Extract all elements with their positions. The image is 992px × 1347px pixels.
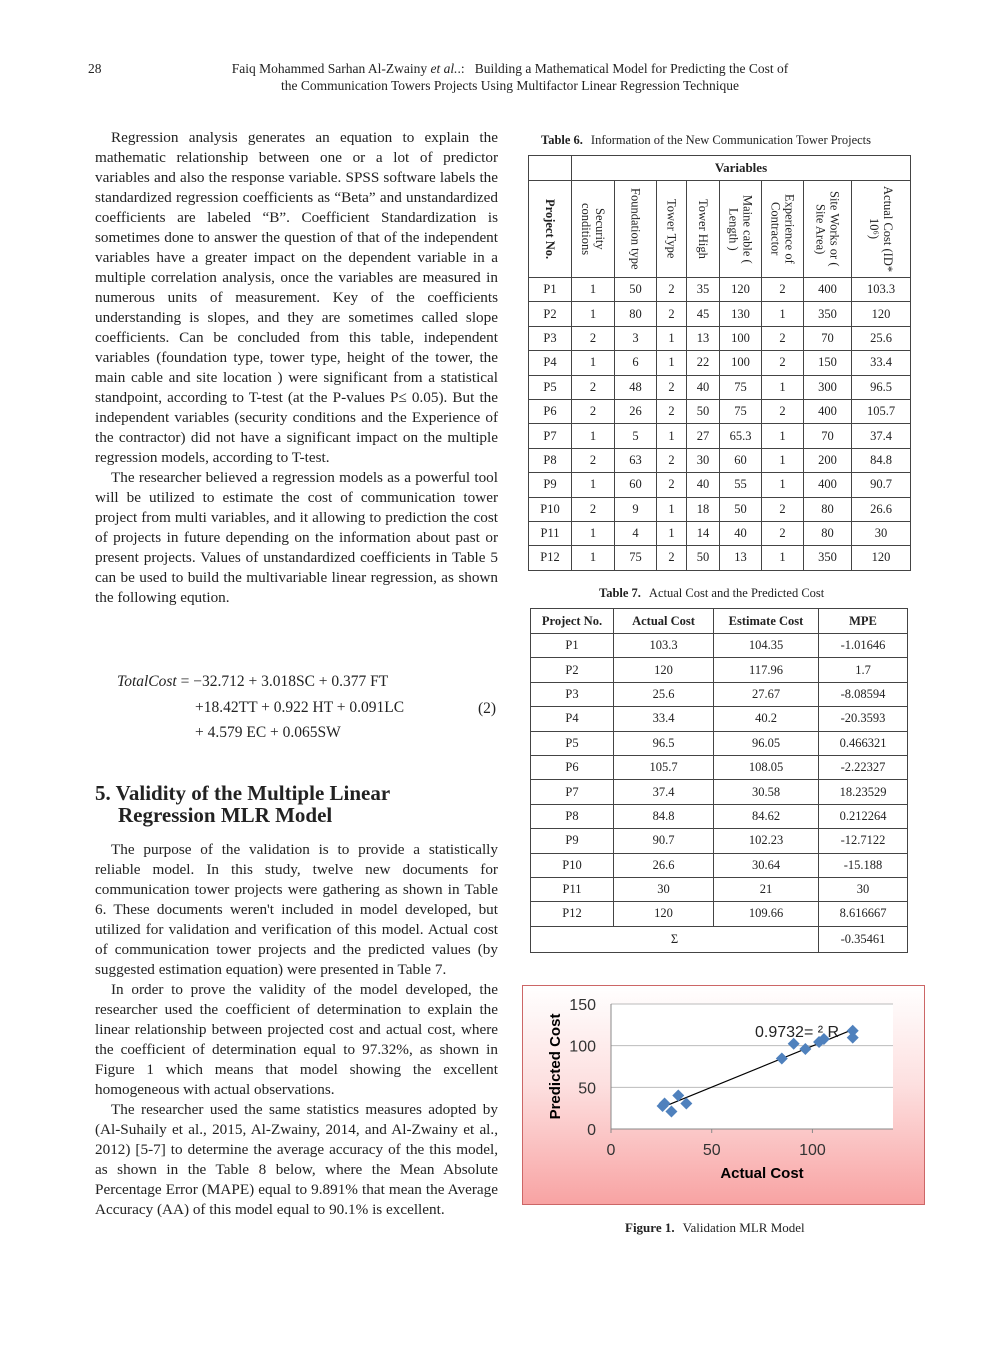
chart-container: [522, 985, 925, 1205]
table-cell: 1: [572, 473, 615, 497]
table-row: [531, 731, 908, 755]
scatter-chart: [523, 986, 924, 1204]
table-cell: 0.212264: [819, 804, 908, 828]
table-cell: 400: [804, 278, 852, 302]
header-title-2: the Communication Towers Projects Using Multifactor Linear Regression Technique: [280, 78, 740, 93]
table-cell: 400: [804, 399, 852, 423]
table-cell: 50: [720, 497, 762, 521]
table-cell: 2: [762, 351, 804, 375]
table6: [528, 155, 911, 571]
y-tick-label: 0: [587, 1122, 596, 1139]
table-row: [529, 302, 911, 326]
table-cell: P6: [531, 755, 614, 779]
table-cell: 1: [657, 326, 687, 350]
table-cell: 1: [762, 424, 804, 448]
table-row: [531, 707, 908, 731]
table-cell: 105.7: [614, 755, 714, 779]
table-cell: 21: [714, 877, 819, 901]
table-cell: 1: [762, 473, 804, 497]
table-cell: -8.08594: [819, 682, 908, 706]
table-cell: 1: [572, 278, 615, 302]
equation-line-1: [117, 673, 388, 691]
table-cell: P8: [531, 804, 614, 828]
table-cell: 50: [687, 546, 720, 570]
table-cell: 40: [720, 521, 762, 545]
table-cell: P4: [529, 351, 572, 375]
table-cell: 108.05: [714, 755, 819, 779]
column-header: [615, 181, 657, 278]
table-row: [529, 473, 911, 497]
table-row: [531, 877, 908, 901]
table-cell: P12: [529, 546, 572, 570]
table-cell: 2: [762, 399, 804, 423]
table-cell: P7: [531, 780, 614, 804]
table-cell: 2: [572, 326, 615, 350]
table-cell: 105.7: [852, 399, 911, 423]
equation-line-2: +18.42TT + 0.922 HT + 0.091LC: [195, 699, 405, 716]
column-header: [852, 181, 911, 278]
table6-caption-text: Information of the New Communication Tower Projects: [590, 133, 872, 147]
table-cell: -2.22327: [819, 755, 908, 779]
table-cell: 120: [852, 302, 911, 326]
table-cell: 84.62: [714, 804, 819, 828]
column-header: Project No.: [531, 609, 614, 634]
table-cell: P1: [529, 278, 572, 302]
table-cell: 40: [687, 473, 720, 497]
column-header-label: Project No.: [543, 198, 557, 260]
table-cell: 6: [615, 351, 657, 375]
table-cell: 26.6: [614, 853, 714, 877]
table-cell: 96.5: [614, 731, 714, 755]
table-cell: 63: [615, 448, 657, 472]
y-tick-label: 50: [578, 1080, 596, 1098]
table-cell: 55: [720, 473, 762, 497]
table-cell: 1: [572, 424, 615, 448]
table-row: [531, 658, 908, 682]
table-cell: 1: [762, 302, 804, 326]
header-et-al: et al.: [430, 61, 458, 76]
table-row: [531, 804, 908, 828]
table-cell: P3: [531, 682, 614, 706]
heading-line-2: Regression MLR Model: [118, 803, 333, 827]
column-header: [657, 181, 687, 278]
empty-cell: [529, 156, 572, 181]
table-cell: 60: [615, 473, 657, 497]
table-row: [529, 546, 911, 570]
table-cell: 3: [615, 326, 657, 350]
table-cell: 33.4: [614, 707, 714, 731]
table-row: [529, 375, 911, 399]
table-cell: P10: [531, 853, 614, 877]
table-cell: 100: [720, 326, 762, 350]
table-cell: 1: [572, 351, 615, 375]
column-header: [572, 181, 615, 278]
table-cell: 117.96: [714, 658, 819, 682]
table-row: [531, 755, 908, 779]
table-cell: P3: [529, 326, 572, 350]
table-cell: P8: [529, 448, 572, 472]
table-cell: 48: [615, 375, 657, 399]
y-axis-label: Predicted Cost: [547, 1013, 564, 1120]
column-header-label: Tower High: [696, 199, 710, 259]
table-cell: 14: [687, 521, 720, 545]
table-cell: P9: [531, 829, 614, 853]
y-tick-label: 100: [569, 1038, 596, 1056]
table-cell: 8.616667: [819, 902, 908, 926]
group-header: Variables: [572, 156, 911, 181]
table-cell: 1: [572, 302, 615, 326]
table-cell: 2: [657, 448, 687, 472]
column-header: [804, 181, 852, 278]
table-cell: 2: [572, 497, 615, 521]
table-cell: 40: [687, 375, 720, 399]
x-tick-label: 0: [606, 1142, 616, 1159]
table-cell: 30.58: [714, 780, 819, 804]
table-cell: 84.8: [852, 448, 911, 472]
table-row: [529, 326, 911, 350]
column-header-label: Tower Type: [664, 199, 679, 259]
paragraph: Regression analysis generates an equation to explain the mathematic relationship between one or a lot of predictor variables and also the response variable. SPSS software labels the standardized regression coefficients as “Beta” and unstandardized coefficients are labeled “B”. Coefficient Standardization is sometimes done to answer the question of that of the independent variables have a greater impact on the dependent variable in a multiple correlation analysis, once the variables are measured in numerous units of measurement. Key of the coefficients understanding is slopes, and they are sometimes called slope coefficients. Can be concluded from this table, independent variables (foundation type, tower type, height of the tower, the main cable and site location ) were significant from a statistical standpoint, according to T-test (at the P-values P≤ 0.05). But the independent variables (security conditions and the Experience of the contractor) did not have a significant impact on the multiple regression models, according to T-test.: [95, 129, 498, 466]
sum-row: [531, 926, 908, 952]
table-cell: 90.7: [852, 473, 911, 497]
table-cell: 1: [657, 497, 687, 521]
table7-caption-text: Actual Cost and the Predicted Cost: [648, 586, 825, 600]
column-header: MPE: [819, 609, 908, 634]
table-cell: 200: [804, 448, 852, 472]
plot-area: [611, 1004, 893, 1129]
table-cell: 120: [614, 902, 714, 926]
table-cell: 75: [615, 546, 657, 570]
table-row: [529, 521, 911, 545]
table-row: [531, 780, 908, 804]
table-cell: 27.67: [714, 682, 819, 706]
figure-caption-text: Validation MLR Model: [682, 1220, 805, 1235]
table-cell: P9: [529, 473, 572, 497]
table-cell: 1: [762, 448, 804, 472]
table-cell: 400: [804, 473, 852, 497]
table-cell: 120: [614, 658, 714, 682]
column-header: [529, 181, 572, 278]
table-cell: 103.3: [852, 278, 911, 302]
table-cell: 65.3: [720, 424, 762, 448]
x-tick-label: 50: [702, 1142, 721, 1159]
table-row: [529, 399, 911, 423]
table-cell: 100: [720, 351, 762, 375]
table-cell: 2: [572, 375, 615, 399]
table-cell: 13: [720, 546, 762, 570]
column-header: [762, 181, 804, 278]
table-cell: P11: [529, 521, 572, 545]
table-cell: P1: [531, 634, 614, 658]
table-cell: P5: [529, 375, 572, 399]
table6-header-row: [529, 181, 911, 278]
eq-rhs-1: = −32.712 + 3.018SC + 0.377 FT: [180, 673, 389, 690]
table-cell: -12.7122: [819, 829, 908, 853]
table-cell: 1: [572, 521, 615, 545]
table-cell: P10: [529, 497, 572, 521]
running-header: Faiq Mohammed Sarhan Al-Zwainy et al..: Building a Mathematical Model for Predicting the Cost of the Communication Towers Projects Using Multifactor Linear Regression Technique: [180, 60, 840, 94]
eq-lhs: TotalCost: [117, 673, 177, 690]
table-cell: 50: [615, 278, 657, 302]
header-authors: Faiq Mohammed Sarhan Al-Zwainy: [231, 61, 428, 76]
table-cell: 18: [687, 497, 720, 521]
table-cell: 96.05: [714, 731, 819, 755]
table-cell: -20.3593: [819, 707, 908, 731]
table-cell: 120: [720, 278, 762, 302]
table-row: [531, 829, 908, 853]
table-cell: 0.466321: [819, 731, 908, 755]
table-cell: 30: [852, 521, 911, 545]
table-cell: 96.5: [852, 375, 911, 399]
table-cell: 1: [657, 424, 687, 448]
table-row: [531, 682, 908, 706]
table-cell: P11: [531, 877, 614, 901]
table-cell: 9: [615, 497, 657, 521]
table-cell: P2: [531, 658, 614, 682]
table-cell: 13: [687, 326, 720, 350]
table-cell: 26: [615, 399, 657, 423]
table-cell: P5: [531, 731, 614, 755]
column-header-label: Foundation type: [628, 188, 643, 270]
r-squared-annotation: 0.9732= ² R: [755, 1024, 840, 1041]
table-cell: 37.4: [614, 780, 714, 804]
table-cell: 2: [762, 278, 804, 302]
table6-label: Table 6.: [541, 133, 583, 147]
table-cell: 120: [852, 546, 911, 570]
table-cell: 2: [657, 399, 687, 423]
table6-caption: [541, 133, 871, 148]
table-cell: 150: [804, 351, 852, 375]
x-axis-label: Actual Cost: [720, 1165, 804, 1182]
page-number: 28: [88, 61, 102, 76]
table-cell: 90.7: [614, 829, 714, 853]
table7: [530, 608, 908, 953]
table-cell: 25.6: [852, 326, 911, 350]
table7-caption: [599, 586, 824, 601]
table-cell: 27: [687, 424, 720, 448]
table-cell: 80: [804, 521, 852, 545]
table7-header-row: [531, 609, 908, 634]
table-cell: 1: [572, 546, 615, 570]
table-cell: 300: [804, 375, 852, 399]
table-cell: 2: [762, 497, 804, 521]
column-header-label: Site Works or ( Site Area): [813, 191, 842, 267]
column-header-label: Actual Cost (ID* 10⁶): [867, 185, 895, 273]
column-header: Actual Cost: [614, 609, 714, 634]
table-cell: P6: [529, 399, 572, 423]
table-cell: 75: [720, 375, 762, 399]
table-cell: 2: [572, 399, 615, 423]
left-column-bottom: [95, 840, 498, 1220]
table-cell: 70: [804, 424, 852, 448]
table-cell: 2: [657, 546, 687, 570]
table-row: [531, 902, 908, 926]
table-cell: 30: [819, 877, 908, 901]
sum-label: Σ: [531, 926, 819, 952]
table7-label: Table 7.: [599, 586, 641, 600]
table-cell: -15.188: [819, 853, 908, 877]
equation-number: (2): [478, 700, 497, 717]
table-cell: 5: [615, 424, 657, 448]
table-cell: 37.4: [852, 424, 911, 448]
table-cell: 102.23: [714, 829, 819, 853]
table6-group-row: [529, 156, 911, 181]
column-header: [720, 181, 762, 278]
x-tick-label: 100: [799, 1142, 826, 1159]
sum-value: -0.35461: [819, 926, 908, 952]
paragraph: The researcher used the same statistics measures adopted by (Al-Suhaily et al., 2015, Al-Zwainy, 2014, and Al-Zwainy et al., 2012) [5-7] to determine the average accuracy of the this model, as shown in the Table 8 below, where the Mean Absolute Percentage Error (MAPE) equal to 9.891% that mean the Average Accuracy (AA) of this model equal to 90.1% is excellent.: [95, 1101, 498, 1218]
table-cell: 70: [804, 326, 852, 350]
table-cell: 2: [762, 326, 804, 350]
table-cell: 84.8: [614, 804, 714, 828]
table-row: [529, 278, 911, 302]
column-header: Estimate Cost: [714, 609, 819, 634]
table-cell: 33.4: [852, 351, 911, 375]
table-cell: 30: [614, 877, 714, 901]
table-cell: 50: [687, 399, 720, 423]
table-row: [529, 351, 911, 375]
table-cell: 104.35: [714, 634, 819, 658]
table-cell: 75: [720, 399, 762, 423]
table-row: [531, 634, 908, 658]
table-cell: 1: [657, 351, 687, 375]
table-row: [529, 497, 911, 521]
section-heading: [95, 782, 390, 826]
table-cell: 103.3: [614, 634, 714, 658]
table-cell: 18.23529: [819, 780, 908, 804]
table-cell: -1.01646: [819, 634, 908, 658]
table-cell: 1.7: [819, 658, 908, 682]
table-cell: 130: [720, 302, 762, 326]
table-cell: 22: [687, 351, 720, 375]
table-cell: 2: [657, 302, 687, 326]
column-header-label: Maine cable ( Length ): [726, 194, 755, 264]
table-cell: 2: [657, 473, 687, 497]
table-cell: P12: [531, 902, 614, 926]
table-cell: 350: [804, 546, 852, 570]
table-cell: 109.66: [714, 902, 819, 926]
table-cell: 2: [572, 448, 615, 472]
figure-label: Figure 1.: [625, 1220, 675, 1235]
column-header-label: Security conditions: [579, 202, 607, 256]
header-title-1: Building a Mathematical Model for Predicting the Cost of: [474, 61, 789, 76]
table-cell: 45: [687, 302, 720, 326]
table-cell: P4: [531, 707, 614, 731]
table-cell: 2: [657, 278, 687, 302]
table-cell: 60: [720, 448, 762, 472]
table-cell: 25.6: [614, 682, 714, 706]
table-cell: 1: [762, 375, 804, 399]
table-cell: 80: [615, 302, 657, 326]
heading-line-1: 5. Validity of the Multiple Linear: [95, 781, 391, 805]
column-header-label: Experience of Contractor: [768, 194, 797, 264]
table-cell: 1: [762, 546, 804, 570]
table-cell: P2: [529, 302, 572, 326]
table-cell: 30: [687, 448, 720, 472]
table-cell: 35: [687, 278, 720, 302]
table-cell: 2: [657, 375, 687, 399]
figure-caption: [625, 1220, 805, 1236]
table-cell: 26.6: [852, 497, 911, 521]
column-header: [687, 181, 720, 278]
table-cell: P7: [529, 424, 572, 448]
table-cell: 350: [804, 302, 852, 326]
left-column-top: [95, 128, 498, 608]
y-tick-label: 150: [569, 997, 596, 1014]
table-row: [529, 448, 911, 472]
table-row: [531, 853, 908, 877]
equation-line-3: + 4.579 EC + 0.065SW: [195, 724, 341, 741]
table-cell: 80: [804, 497, 852, 521]
paragraph: In order to prove the validity of the model developed, the researcher used the coefficient of determination to explain the linear relationship between projected cost and actual cost, where the coefficient of determination equal to 97.32%, as shown in Figure 1 which means that model showing the excellent homogeneous with actual observations.: [95, 981, 498, 1098]
paragraph: The purpose of the validation is to provide a statistically reliable model. In this study, twelve new documents for communication tower projects were gathering as shown in Table 6. These documents weren't included in model developed, but utilized for validation and verification of this model. Actual cost of communication tower projects and the predicted values (by suggested estimation equation) were presented in Table 7.: [95, 841, 498, 978]
paragraph: The researcher believed a regression models as a powerful tool will be utilized to estimate the cost of communication tower project from multi variables, and it allowing to prediction the cost of projects in future depending on the information about past or present projects. Values of unstandardized coefficients in Table 5 can be used to build the multivariable linear regression, as shown the following eqution.: [95, 469, 498, 606]
table-cell: 4: [615, 521, 657, 545]
table-cell: 30.64: [714, 853, 819, 877]
table-cell: 40.2: [714, 707, 819, 731]
table-cell: 1: [657, 521, 687, 545]
table-row: [529, 424, 911, 448]
table-cell: 2: [762, 521, 804, 545]
